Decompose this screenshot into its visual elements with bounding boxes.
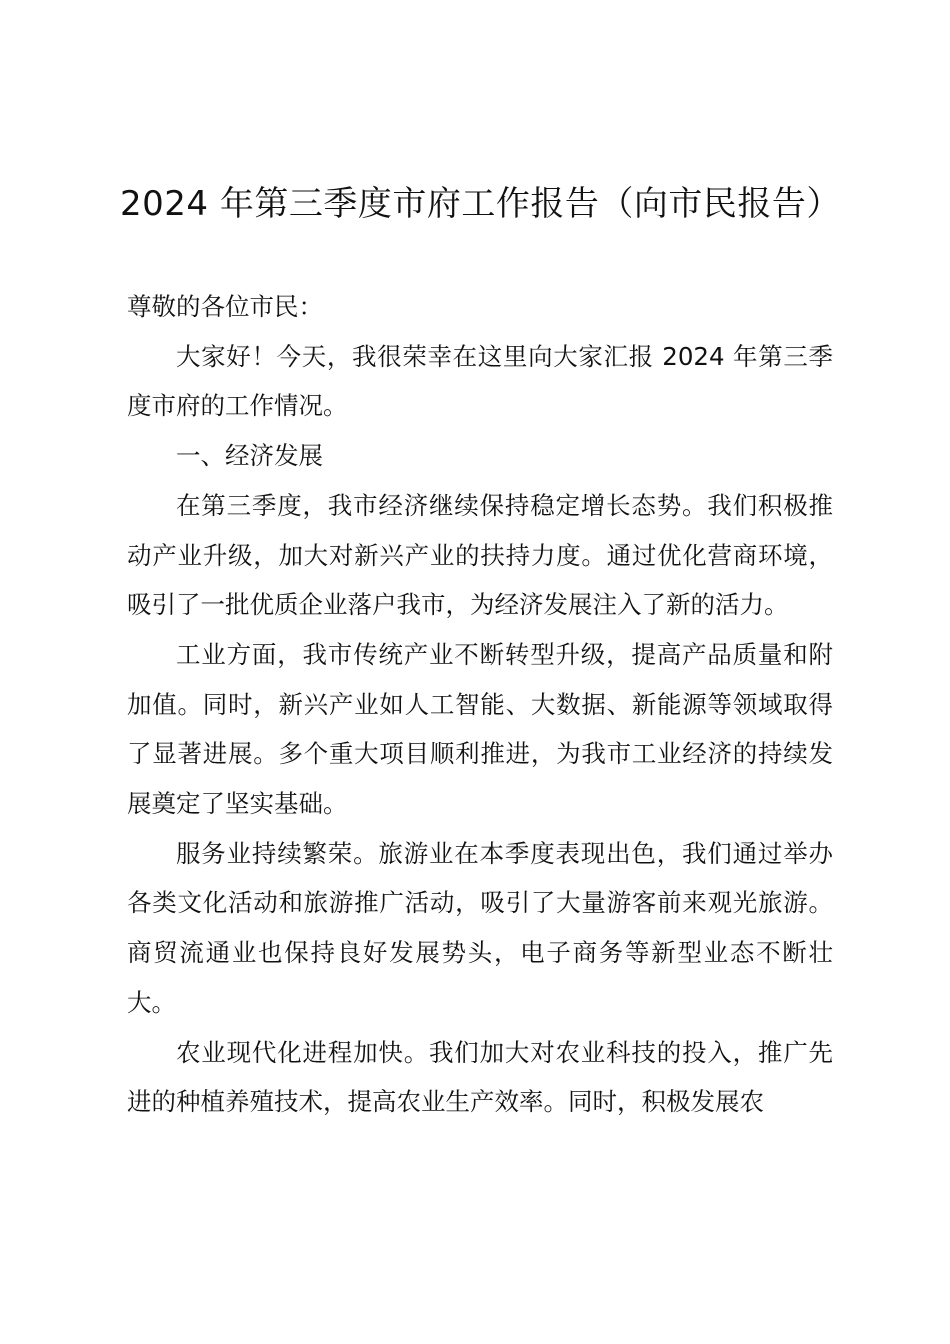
section-heading-economy: 一、经济发展 xyxy=(176,441,323,471)
paragraph-industry: 工业方面，我市传统产业不断转型升级，提高产品质量和附加值。同时，新兴产业如人工智能、大数据、新能源等领域取得了显著进展。多个重大项目顺利推进，为我市工业经济的持续发展奠定了坚实基础。 xyxy=(127,639,833,819)
paragraph-greeting: 大家好！今天，我很荣幸在这里向大家汇报 2024 年第三季度市府的工作情况。 xyxy=(127,341,833,421)
paragraph-economy-overview: 在第三季度，我市经济继续保持稳定增长态势。我们积极推动产业升级，加大对新兴产业的扶持力度。通过优化营商环境，吸引了一批优质企业落户我市，为经济发展注入了新的活力。 xyxy=(127,490,833,620)
document-title: 2024 年第三季度市府工作报告（向市民报告） xyxy=(120,184,841,224)
document-body xyxy=(127,282,833,1127)
salutation: 尊敬的各位市民： xyxy=(127,292,323,321)
paragraph-agriculture: 农业现代化进程加快。我们加大对农业科技的投入，推广先进的种植养殖技术，提高农业生产效率。同时，积极发展农 xyxy=(127,1037,833,1117)
paragraph-services: 服务业持续繁荣。旅游业在本季度表现出色，我们通过举办各类文化活动和旅游推广活动，吸引了大量游客前来观光旅游。商贸流通业也保持良好发展势头，电子商务等新型业态不断壮大。 xyxy=(127,838,833,1017)
